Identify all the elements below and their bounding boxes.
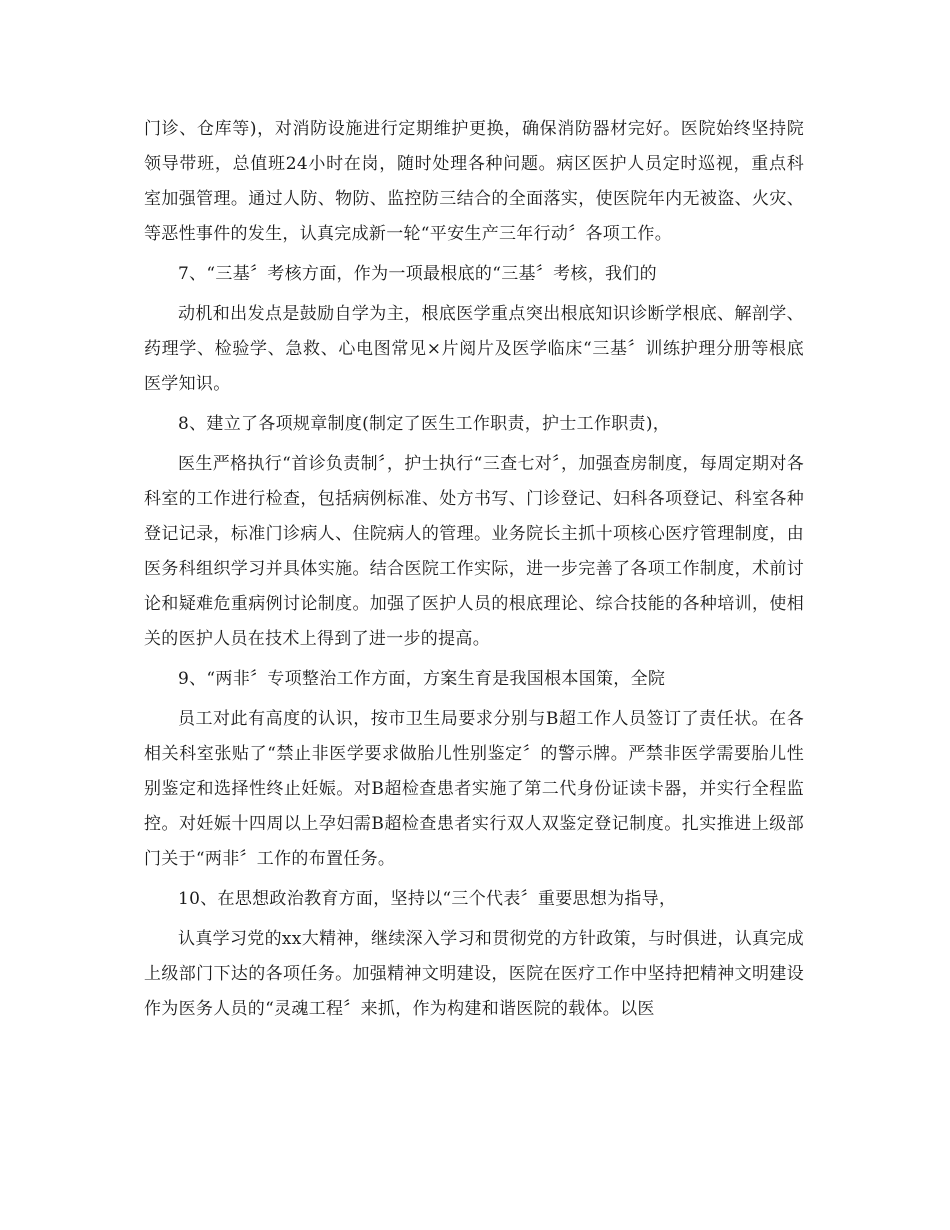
paragraph-item-9-body: 员工对此有高度的认识，按市卫生局要求分别与B超工作人员签订了责任状。在各相关科室张贴了“禁止非医学要求做胎儿性别鉴定〞的警示牌。严禁非医学需要胎儿性别鉴定和选择性终止妊娠。对B超检查患者实施了第二代身份证读卡器，并实行全程监控。对妊娠十四周以上孕妇需B超检查患者实行双人双鉴定登记制度。扎实推进上级部门关于“两非〞工作的布置任务。 [144,709,804,869]
paragraph-item-9-heading: 9、“两非〞专项整治工作方面，方案生育是我国根本国策，全院 [178,669,666,689]
paragraph-item-10-heading: 10、在思想政治教育方面，坚持以“三个代表〞重要思想为指导， [178,889,677,909]
paragraph-item-8-heading: 8、建立了各项规章制度(制定了医生工作职责，护士工作职责)， [178,414,671,434]
paragraph-item-8-body: 医生严格执行“首诊负责制〞，护士执行“三查七对〞，加强查房制度，每周定期对各科室的工作进行检查，包括病例标准、处方书写、门诊登记、妇科各项登记、科室各种登记记录，标准门诊病人、住院病人的管理。业务院长主抓十项核心医疗管理制度，由医务科组织学习并具体实施。结合医院工作实际，进一步完善了各项工作制度，术前讨论和疑难危重病例讨论制度。加强了医护人员的根底理论、综合技能的各种培训，使相关的医护人员在技术上得到了进一步的提高。 [144,454,804,649]
document-body [144,112,804,1032]
paragraph-item-7-body: 动机和出发点是鼓励自学为主，根底医学重点突出根底知识诊断学根底、解剖学、药理学、检验学、急救、心电图常见×片阅片及医学临床“三基〞训练护理分册等根底医学知识。 [144,304,804,394]
paragraph-fire-safety: 门诊、仓库等)，对消防设施进行定期维护更换，确保消防器材完好。医院始终坚持院领导带班，总值班24小时在岗，随时处理各种问题。病区医护人员定时巡视，重点科室加强管理。通过人防、物防、监控防三结合的全面落实，使医院年内无被盗、火灾、等恶性事件的发生，认真完成新一轮“平安生产三年行动〞各项工作。 [144,119,804,244]
paragraph-item-10-body: 认真学习党的xx大精神，继续深入学习和贯彻党的方针政策，与时俱进，认真完成上级部门下达的各项任务。加强精神文明建设，医院在医疗工作中坚持把精神文明建设作为医务人员的“灵魂工程〞来抓，作为构建和谐医院的载体。以医 [144,929,804,1019]
paragraph-item-7-heading: 7、“三基〞考核方面，作为一项最根底的“三基〞考核，我们的 [178,264,657,284]
